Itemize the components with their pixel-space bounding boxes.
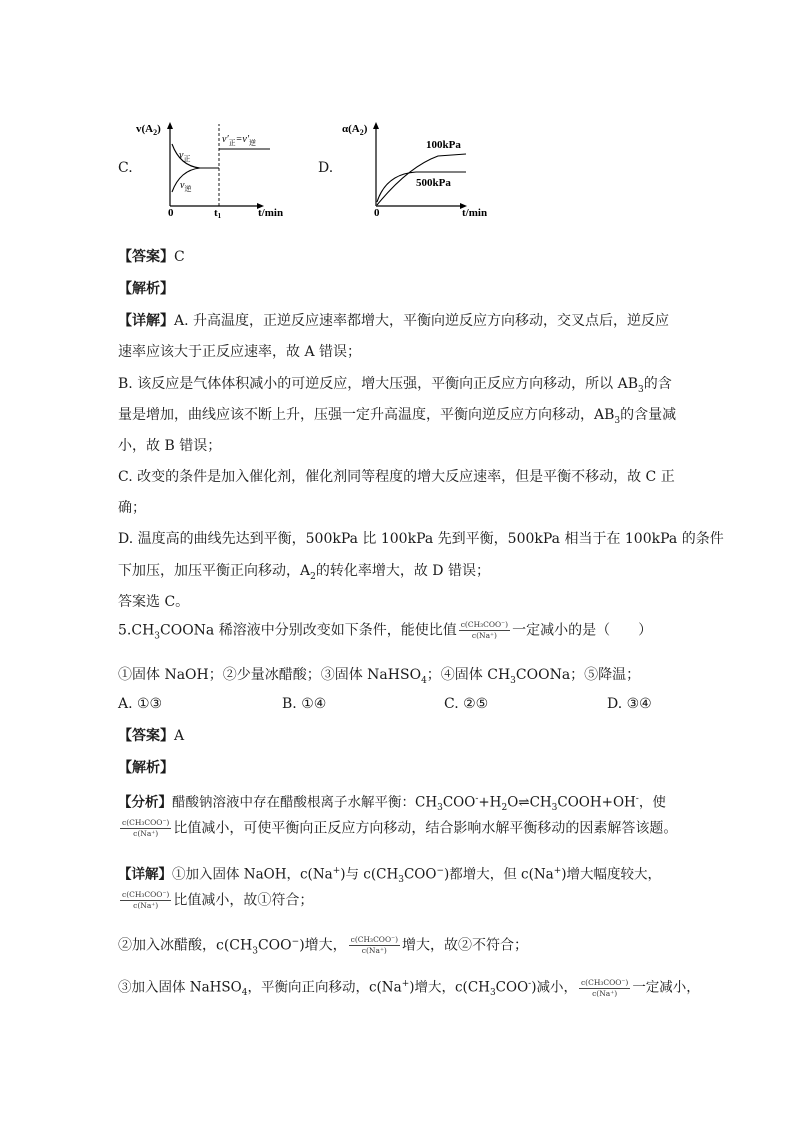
q4-detail-d-line1: D. 温度高的曲线先达到平衡，500kPa 比 100kPa 先到平衡，500kPa 相当于在 100kPa 的条件 bbox=[118, 531, 724, 547]
q4-detail-b-line3: 小，故 B 错误； bbox=[118, 438, 222, 454]
q5-detail-1-line2: $\frac{\text{c(CH₃COO⁻)}}{c(Na^+)}$ 比值减小，故①符合； bbox=[122, 890, 314, 910]
graph-d-y-label: α(A bbox=[342, 123, 360, 135]
graph-c-t1: t bbox=[214, 207, 218, 219]
q5-detail-2: ②加入冰醋酸，$c(CH_3COO^-)$增大， $\frac{\text{c(CH₃COO⁻)}}{c(Na^+)}$ 增大，故②不符合； bbox=[118, 935, 528, 957]
q4-detail-c-line1: C. 改变的条件是加入催化剂，催化剂同等程度的增大反应速率，但是平衡不移动，故 C 正 bbox=[118, 469, 675, 485]
q4-detail-b-line2: 量是增加，曲线应该不断上升，压强一定升高温度，平衡向逆反应方向移动，$AB_3$的含量减 bbox=[118, 407, 677, 426]
q5-conditions: ①固体 NaOH；②少量冰醋酸；③固体 NaHSO$_4$；④固体 $CH_3COONa$；⑤降温； bbox=[118, 667, 641, 686]
q4-answer: 【答案】C bbox=[118, 249, 185, 265]
ratio-fraction: $\frac{\text{c(CH₃COO⁻)}}{c(Na^+)}$ bbox=[460, 620, 509, 640]
svg-text:v逆: $v_逆$ bbox=[180, 180, 192, 193]
graph-d-curve-100kpa: 100kPa bbox=[426, 139, 461, 151]
q5-detail-3: ③加入固体 NaHSO$_4$，平衡向正向移动，c(Na+)增大，$c(CH_3COO^-)$减小， $\frac{\text{c(CH₃COO⁻)}}{c(Na^+)}$ 一定减小， bbox=[118, 977, 700, 999]
graph-d bbox=[338, 112, 498, 220]
graph-c-y-label: v(A bbox=[136, 123, 154, 135]
graph-c bbox=[130, 112, 300, 220]
svg-text:v′正=v′逆: $v'_正=v'_逆$ bbox=[222, 134, 257, 147]
graph-d-origin: 0 bbox=[374, 207, 380, 219]
q5-intro-line1: 【分析】醋酸钠溶液中存在醋酸根离子水解平衡：$CH_3COO^-+H_2O\rightleftharpoons CH_3COOH+OH^-$，使 bbox=[118, 794, 666, 814]
svg-text:v(A2): $v(A_2)$ bbox=[136, 123, 161, 137]
option-d-letter: D. bbox=[318, 160, 334, 176]
q4-detail-d-line2: 下加压，加压平衡正向移动，$A_2$的转化率增大，故 D 错误； bbox=[118, 563, 490, 582]
option-c-letter: C. bbox=[118, 160, 133, 176]
svg-text:t1: t1 bbox=[214, 207, 222, 220]
graph-c-origin: 0 bbox=[168, 207, 174, 219]
q5-analysis-heading: 【解析】 bbox=[118, 760, 174, 776]
q5-detail-1-line1: 【详解】①加入固体 NaOH，c(Na+)与 $c(CH_3COO^-)$都增大，但 c(Na+)增大幅度较大， bbox=[118, 866, 662, 886]
q5-intro-line2: $\frac{\text{c(CH₃COO⁻)}}{c(Na^+)}$ 比值减小，可使平衡向正反应方向移动，结合影响水解平衡移动的因素解答该题。 bbox=[122, 818, 678, 838]
q5-option-a: A. ①③ bbox=[118, 696, 163, 712]
q5-option-d: D. ③④ bbox=[607, 696, 652, 712]
q5-option-b: B. ①④ bbox=[282, 696, 327, 712]
graph-c-equality-label: v′ bbox=[222, 134, 229, 145]
q5-option-c: C. ②⑤ bbox=[444, 696, 489, 712]
svg-text:α(A2): $\alpha(A_2)$ bbox=[342, 123, 368, 137]
q4-detail-b-line1: B. 该反应是气体体积减小的可逆反应，增大压强，平衡向正反应方向移动，所以 $AB_3$的含 bbox=[118, 376, 672, 395]
graph-c-forward-label: v bbox=[179, 150, 184, 161]
graph-c-x-label: t/min bbox=[258, 207, 284, 219]
q4-detail-c-line2: 确； bbox=[118, 500, 146, 516]
q4-conclusion: 答案选 C。 bbox=[118, 594, 190, 610]
graph-d-curve-500kpa: 500kPa bbox=[416, 177, 451, 189]
svg-text:v正: $v_正$ bbox=[179, 150, 191, 163]
q4-detail-a-line1: 【详解】A. 升高温度，正逆反应速率都增大，平衡向逆反应方向移动，交叉点后，逆反应 bbox=[118, 313, 670, 329]
graph-d-x-label: t/min bbox=[462, 207, 488, 219]
q5-stem: $5.CH_3COONa$ 稀溶液中分别改变如下条件，能使比值 $\frac{\text{c(CH₃COO⁻)}}{c(Na^+)}$ 一定减小的是（ ） bbox=[118, 620, 653, 642]
graph-c-reverse-label: v bbox=[180, 180, 185, 191]
q4-analysis-heading: 【解析】 bbox=[118, 281, 174, 297]
q4-detail-a-line2: 速率应该大于正反应速率，故 A 错误； bbox=[118, 344, 362, 360]
q5-answer: 【答案】A bbox=[118, 728, 185, 744]
